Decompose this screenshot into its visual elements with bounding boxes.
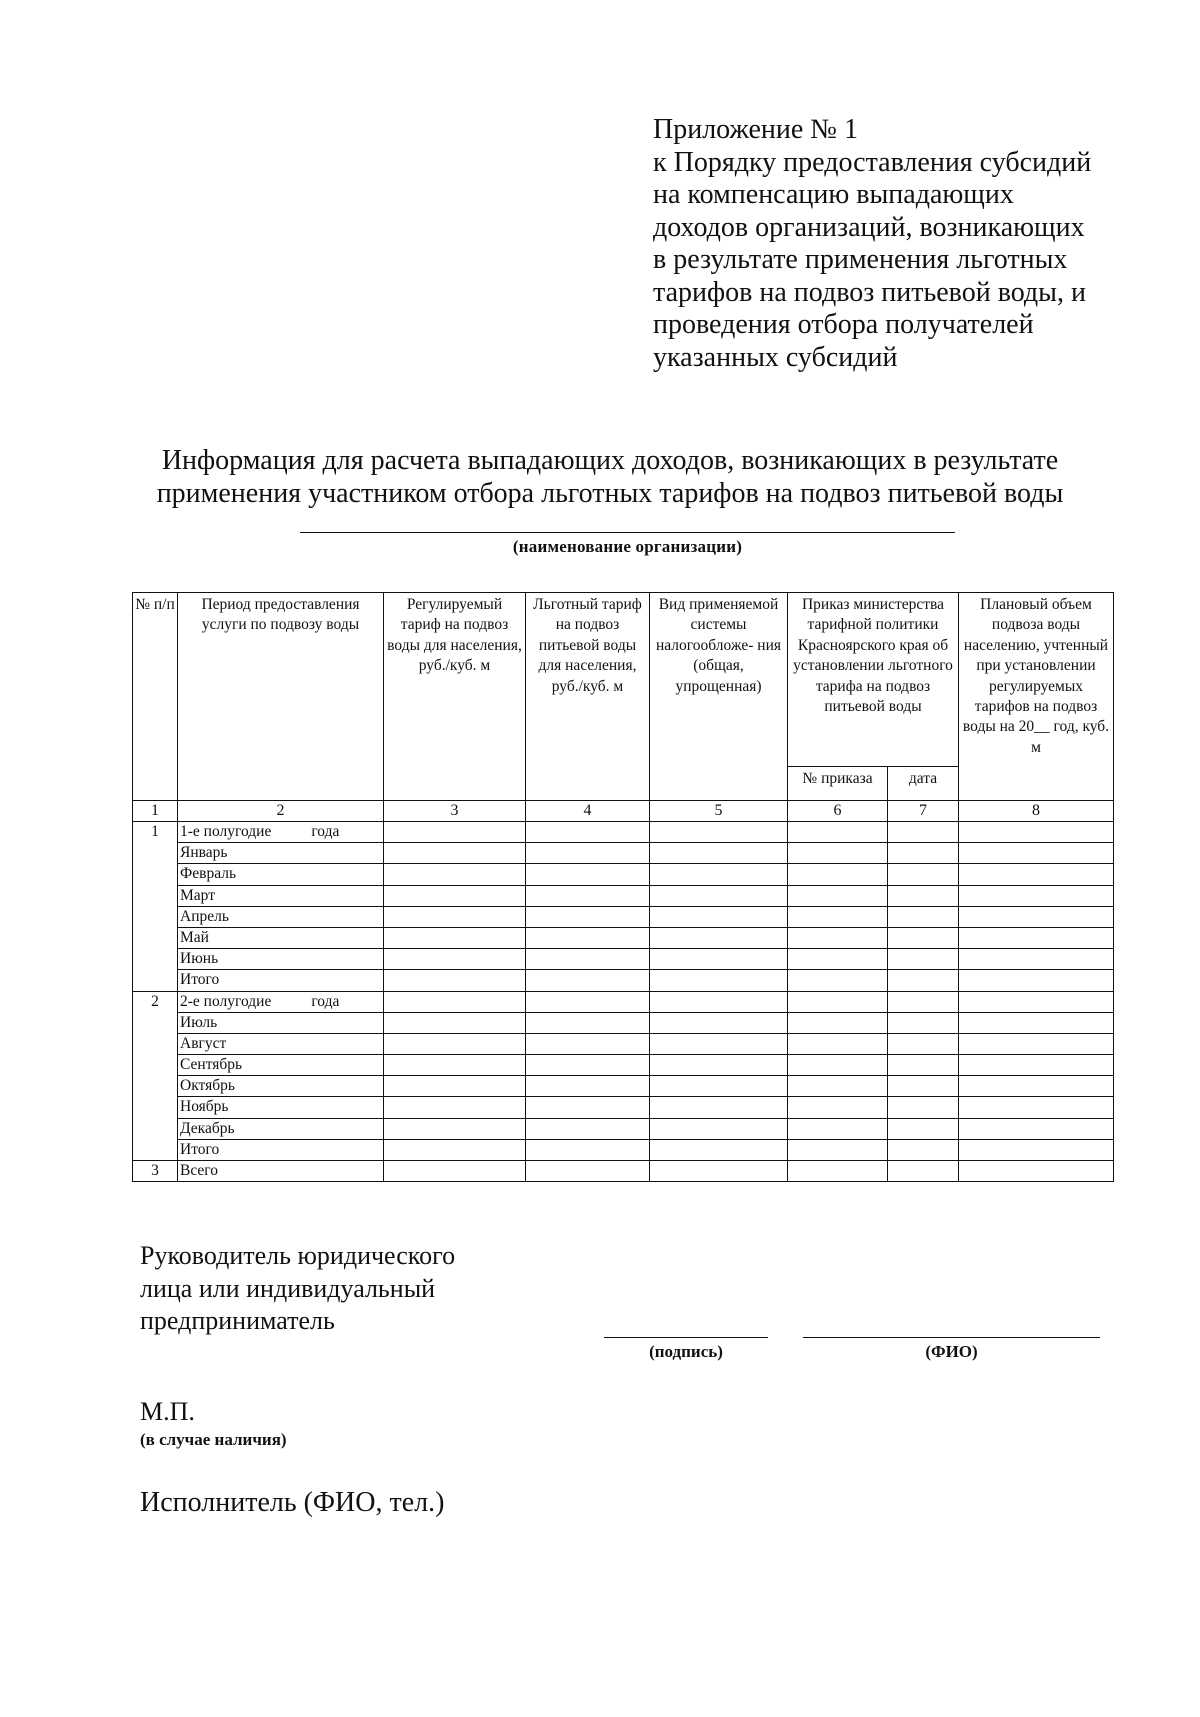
table-cell[interactable] <box>959 1118 1114 1139</box>
table-cell[interactable] <box>650 1076 788 1097</box>
table-cell[interactable] <box>959 949 1114 970</box>
table-cell[interactable] <box>888 1012 959 1033</box>
table-cell[interactable] <box>959 927 1114 948</box>
table-cell[interactable] <box>650 970 788 991</box>
table-row <box>133 1055 1114 1076</box>
table-cell[interactable] <box>959 1033 1114 1054</box>
table-cell[interactable] <box>650 1033 788 1054</box>
table-cell[interactable] <box>526 822 650 843</box>
table-row <box>133 864 1114 885</box>
table-row <box>133 885 1114 906</box>
table-cell[interactable] <box>959 1097 1114 1118</box>
document-title <box>120 444 1100 510</box>
table-cell[interactable] <box>384 991 526 1012</box>
table-cell[interactable] <box>888 906 959 927</box>
table-cell[interactable] <box>959 822 1114 843</box>
table-cell[interactable] <box>526 949 650 970</box>
table-cell[interactable] <box>650 843 788 864</box>
month-label: Декабрь <box>178 1118 384 1139</box>
table-cell[interactable] <box>788 822 888 843</box>
table-row <box>133 949 1114 970</box>
head-line: лица или индивидуальный <box>140 1273 436 1303</box>
organization-name-line[interactable] <box>300 532 955 533</box>
table-cell[interactable] <box>526 1161 650 1182</box>
table-cell[interactable] <box>650 949 788 970</box>
table-cell[interactable] <box>384 1097 526 1118</box>
table-cell[interactable] <box>959 906 1114 927</box>
fio-caption: (ФИО) <box>925 1342 978 1361</box>
table-cell[interactable] <box>526 927 650 948</box>
header-period: Период предоставления услуги по подвозу воды <box>178 593 384 801</box>
month-label: Ноябрь <box>178 1097 384 1118</box>
table-cell[interactable] <box>526 1139 650 1160</box>
header-num: № п/п <box>133 593 178 801</box>
table-cell[interactable] <box>959 970 1114 991</box>
table-row <box>133 1097 1114 1118</box>
period-cell <box>178 991 384 1012</box>
table-cell[interactable] <box>959 843 1114 864</box>
column-number: 3 <box>384 801 526 822</box>
table-cell[interactable] <box>788 1012 888 1033</box>
header-planned-volume: Плановый объем подвоза воды населению, учтенный при установлении регулируемых тарифов на подвоз воды на 20__ год, куб. м <box>959 593 1114 801</box>
column-number: 5 <box>650 801 788 822</box>
table-row <box>133 927 1114 948</box>
table-cell[interactable] <box>888 885 959 906</box>
header-order-date: дата <box>888 767 959 801</box>
stamp-label: М.П. <box>140 1397 195 1426</box>
table-cell[interactable] <box>888 1118 959 1139</box>
table-cell[interactable] <box>526 864 650 885</box>
table-cell[interactable] <box>384 864 526 885</box>
month-label: Май <box>178 927 384 948</box>
table-cell[interactable] <box>788 991 888 1012</box>
signature-caption: (подпись) <box>649 1342 723 1361</box>
appendix-line: проведения отбора получателей <box>653 309 1034 340</box>
table-cell[interactable] <box>650 822 788 843</box>
table-cell[interactable] <box>384 843 526 864</box>
period-cell <box>178 822 384 843</box>
table-cell[interactable] <box>650 1161 788 1182</box>
table-row <box>133 822 1114 843</box>
table-cell[interactable] <box>788 906 888 927</box>
appendix-line: Приложение № 1 <box>653 114 858 145</box>
table-row <box>133 1076 1114 1097</box>
appendix-line: на компенсацию выпадающих <box>653 179 1014 210</box>
table-cell[interactable] <box>526 885 650 906</box>
stamp-note: (в случае наличия) <box>140 1430 287 1449</box>
month-label: Январь <box>178 843 384 864</box>
table-cell[interactable] <box>650 1055 788 1076</box>
table-cell[interactable] <box>888 970 959 991</box>
table-cell[interactable] <box>788 1076 888 1097</box>
period-year: года <box>311 823 340 840</box>
subtotal-label: Итого <box>178 1139 384 1160</box>
column-number: 8 <box>959 801 1114 822</box>
column-number: 7 <box>888 801 959 822</box>
appendix-line: тарифов на подвоз питьевой воды, и <box>653 276 1086 308</box>
table-cell[interactable] <box>959 1139 1114 1160</box>
month-label: Июль <box>178 1012 384 1033</box>
table-cell[interactable] <box>384 1033 526 1054</box>
table-cell[interactable] <box>788 1139 888 1160</box>
table-cell[interactable] <box>788 864 888 885</box>
table-cell[interactable] <box>384 1055 526 1076</box>
table-cell[interactable] <box>959 1012 1114 1033</box>
table-cell[interactable] <box>650 885 788 906</box>
table-cell[interactable] <box>650 1118 788 1139</box>
table-cell[interactable] <box>650 906 788 927</box>
table-cell[interactable] <box>788 1033 888 1054</box>
head-of-entity-label <box>140 1240 455 1338</box>
month-label: Август <box>178 1033 384 1054</box>
table-cell[interactable] <box>888 1097 959 1118</box>
period-label: 2-е полугодие <box>180 992 272 1010</box>
column-number: 1 <box>133 801 178 822</box>
table-cell[interactable] <box>959 1055 1114 1076</box>
table-cell[interactable] <box>888 1139 959 1160</box>
appendix-line: к Порядку предоставления субсидий <box>653 146 1092 178</box>
table-row <box>133 1033 1114 1054</box>
table-cell[interactable] <box>384 970 526 991</box>
table-cell[interactable] <box>888 1055 959 1076</box>
row-number: 2 <box>133 991 178 1161</box>
signature-line[interactable] <box>604 1337 768 1338</box>
fio-line[interactable] <box>803 1337 1100 1338</box>
row-number: 1 <box>133 822 178 992</box>
table-row <box>133 906 1114 927</box>
table-cell[interactable] <box>959 864 1114 885</box>
table-row <box>133 1118 1114 1139</box>
month-label: Октябрь <box>178 1076 384 1097</box>
appendix-line: в результате применения льготных <box>653 244 1068 275</box>
table-cell[interactable] <box>384 949 526 970</box>
month-label: Июнь <box>178 949 384 970</box>
period-year: года <box>311 992 340 1010</box>
title-line-2: применения участником отбора льготных тарифов на подвоз питьевой воды <box>156 478 1064 509</box>
table-cell[interactable] <box>526 1118 650 1139</box>
header-preferential-tariff: Льготный тариф на подвоз питьевой воды для населения, руб./куб. м <box>526 593 650 801</box>
table-cell[interactable] <box>788 843 888 864</box>
table-cell[interactable] <box>959 885 1114 906</box>
header-order: Приказ министерства тарифной политики Красноярского края об установлении льготного тарифа на подвоз питьевой воды <box>788 593 959 767</box>
month-label: Сентябрь <box>178 1055 384 1076</box>
month-label: Апрель <box>178 906 384 927</box>
table-cell[interactable] <box>384 1161 526 1182</box>
table-cell[interactable] <box>650 991 788 1012</box>
table-cell[interactable] <box>384 1012 526 1033</box>
head-line: предприниматель <box>140 1306 335 1335</box>
table-cell[interactable] <box>788 949 888 970</box>
table-cell[interactable] <box>526 1033 650 1054</box>
appendix-line: доходов организаций, возникающих <box>653 211 1085 243</box>
table-cell[interactable] <box>888 822 959 843</box>
table-cell[interactable] <box>526 970 650 991</box>
table-cell[interactable] <box>650 927 788 948</box>
table-cell[interactable] <box>526 906 650 927</box>
table-cell[interactable] <box>650 1012 788 1033</box>
column-number: 4 <box>526 801 650 822</box>
table-cell[interactable] <box>888 864 959 885</box>
row-number: 3 <box>133 1161 178 1182</box>
table-cell[interactable] <box>788 970 888 991</box>
table-cell[interactable] <box>526 1012 650 1033</box>
month-label: Февраль <box>178 864 384 885</box>
table-cell[interactable] <box>384 906 526 927</box>
column-number: 2 <box>178 801 384 822</box>
table-cell[interactable] <box>888 927 959 948</box>
table-cell[interactable] <box>788 1097 888 1118</box>
table-cell[interactable] <box>526 991 650 1012</box>
organization-name-caption: (наименование организации) <box>512 537 743 556</box>
table-cell[interactable] <box>526 1055 650 1076</box>
table-row <box>133 1161 1114 1182</box>
table-cell[interactable] <box>384 822 526 843</box>
table-cell[interactable] <box>788 885 888 906</box>
table-cell[interactable] <box>526 1097 650 1118</box>
appendix-header <box>653 114 1091 374</box>
table-cell[interactable] <box>788 1118 888 1139</box>
table-cell[interactable] <box>788 1055 888 1076</box>
table-cell[interactable] <box>650 1139 788 1160</box>
table-row <box>133 970 1114 991</box>
table-cell[interactable] <box>384 885 526 906</box>
executor-label: Исполнитель (ФИО, тел.) <box>140 1487 445 1518</box>
head-line: Руководитель юридического <box>140 1241 456 1270</box>
calculation-table <box>132 592 1114 1182</box>
table-cell[interactable] <box>650 1097 788 1118</box>
table-cell[interactable] <box>384 1118 526 1139</box>
table-cell[interactable] <box>888 1161 959 1182</box>
table-row <box>133 1139 1114 1160</box>
total-label: Всего <box>178 1161 384 1182</box>
table-cell[interactable] <box>788 927 888 948</box>
table-cell[interactable] <box>959 1076 1114 1097</box>
table-cell[interactable] <box>384 1139 526 1160</box>
table-row <box>133 843 1114 864</box>
table-cell[interactable] <box>384 927 526 948</box>
table-cell[interactable] <box>888 1076 959 1097</box>
month-label: Март <box>178 885 384 906</box>
header-regulated-tariff: Регулируемый тариф на подвоз воды для населения, руб./куб. м <box>384 593 526 801</box>
table-row <box>133 1012 1114 1033</box>
period-label: 1-е полугодие <box>180 823 272 840</box>
table-cell[interactable] <box>650 864 788 885</box>
table-cell[interactable] <box>788 1161 888 1182</box>
table-cell[interactable] <box>959 991 1114 1012</box>
table-cell[interactable] <box>888 1033 959 1054</box>
table-cell[interactable] <box>384 1076 526 1097</box>
header-tax-system: Вид применяемой системы налогообложе- ния (общая, упрощенная) <box>650 593 788 801</box>
table-cell[interactable] <box>526 843 650 864</box>
table-cell[interactable] <box>888 991 959 1012</box>
table-cell[interactable] <box>888 949 959 970</box>
table-cell[interactable] <box>888 843 959 864</box>
table-cell[interactable] <box>959 1161 1114 1182</box>
title-line-1: Информация для расчета выпадающих доходов, возникающих в результате <box>161 445 1059 476</box>
column-number: 6 <box>788 801 888 822</box>
header-order-number: № приказа <box>788 767 888 801</box>
subtotal-label: Итого <box>178 970 384 991</box>
table-row <box>133 991 1114 1012</box>
table-cell[interactable] <box>526 1076 650 1097</box>
appendix-line: указанных субсидий <box>653 341 898 373</box>
